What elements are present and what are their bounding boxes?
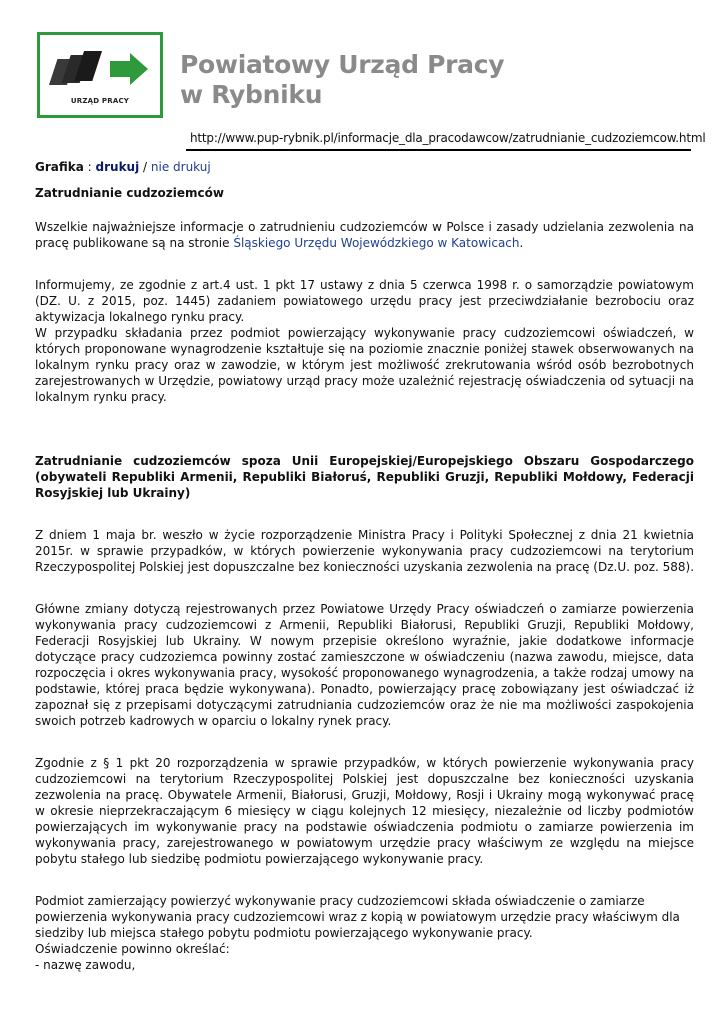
article-title: Zatrudnianie cudzoziemców bbox=[35, 186, 224, 200]
link-slaski-urzad[interactable]: Śląskiego Urzędu Wojewódzkiego w Katowicach bbox=[233, 236, 520, 250]
print-option-drukuj[interactable]: drukuj bbox=[95, 160, 140, 174]
org-name-line1: Powiatowy Urząd Pracy bbox=[180, 50, 505, 79]
organization-name bbox=[180, 50, 504, 110]
paragraph-8: Oświadczenie powinno określać: bbox=[35, 942, 230, 956]
separator: : bbox=[83, 160, 96, 174]
separator: / bbox=[139, 160, 151, 174]
header-divider bbox=[186, 149, 691, 151]
print-options-label: Grafika bbox=[35, 160, 84, 174]
paragraph-4: Z dniem 1 maja br. weszło w życie rozporządzenie Ministra Pracy i Polityki Społecznej z dnia 21 kwietnia 2015r. w sprawie przypadków, w których powierzenie wykonywania pracy cudzoziemcowi na terytorium Rzeczypospolitej Polskiej jest dopuszczalne bez konieczności uzyskania zezwolenia na pracę (Dz.U. poz. 588). bbox=[35, 528, 695, 574]
article-content bbox=[35, 159, 694, 973]
paragraph-3: W przypadku składania przez podmiot powierzający wykonywanie pracy cudzoziemcowi oświadczeń, w których proponowane wynagrodzenie kształtuje się na poziomie znacznie poniżej stawek obserwowanych na lokalnym rynku pracy oraz w zawodzie, w którym jest możliwość zrekrutowania wśród osób bezrobotnych zarejestrowanych w Urzędzie, powiatowy urząd pracy może uzależnić rejestrację oświadczenia od sytuacji na lokalnym rynku pracy. bbox=[35, 326, 694, 404]
logo bbox=[37, 32, 163, 118]
list-item: - nazwę zawodu, bbox=[35, 958, 136, 972]
paragraph-2: Informujemy, ze zgodnie z art.4 ust. 1 pkt 17 ustawy z dnia 5 czerwca 1998 r. o samorządzie powiatowym (DZ. U. z 2015, poz. 1445) zadaniem powiatowego urzędu pracy jest przeciwdziałanie bezrobociu oraz aktywizacja lokalnego rynku pracy. bbox=[35, 278, 694, 324]
paragraph-7: Podmiot zamierzający powierzyć wykonywanie pracy cudzoziemcowi składa oświadczenie o zamiarze powierzenia wykonywania pracy cudzoziemcowi wraz z kopią w powiatowym urzędzie pracy właściwym dla siedziby lub miejsca stałego pobytu podmiotu powierzającego wykonywanie pracy. bbox=[35, 894, 680, 940]
section-title: Zatrudnianie cudzoziemców spoza Unii Europejskiej/Europejskiego Obszaru Gospodarczego (obywateli Republiki Armenii, Republiki Białoruś, Republiki Gruzji, Republiki Mołdowy, Federacji Rosyjskiej lub Ukrainy) bbox=[35, 454, 694, 500]
print-options bbox=[35, 159, 694, 175]
paragraph-5: Główne zmiany dotyczą rejestrowanych przez Powiatowe Urzędy Pracy oświadczeń o zamiarze powierzenia wykonywania pracy cudzoziemcowi z Armenii, Republiki Białorusi, Republiki Gruzji, Republiki Mołdowy, Federacji Rosyjskiej lub Ukrainy. W nowym przepisie określono wyraźnie, jakie dodatkowe informacje dotyczące pracy cudzoziemca powinny zostać zamieszczone w oświadczeniu (nazwa zawodu, miejsce, data rozpoczęcia i okres wykonywania pracy, wysokość proponowanego wynagrodzenia, a także rodzaj umowy na podstawie, której praca będzie wykonywana). Ponadto, powierzający pracę zobowiązany jest oświadczać iż zapoznał się z przepisami dotyczącymi zatrudniania cudzoziemców oraz że nie ma możliwości zaspokojenia swoich potrzeb kadrowych w oparciu o lokalny rynek pracy. bbox=[35, 602, 694, 728]
paragraph-6: Zgodnie z § 1 pkt 20 rozporządzenia w sprawie przypadków, w których powierzenie wykonywania pracy cudzoziemcowi na terytorium Rzeczypospolitej Polskiej jest dopuszczalne bez konieczności uzyskania zezwolenia na pracę. Obywatele Armenii, Białorusi, Gruzji, Mołdowy, Rosji i Ukrainy mogą wykonywać pracę w okresie nieprzekraczającym 6 miesięcy w ciągu kolejnych 12 miesięcy, niezależnie od liczby podmiotów powierzających im wykonywanie pracy na podstawie oświadczenia podmiotu o zamiarze powierzenia im wykonywania pracy, zarejestrowanego w powiatowym urzędzie pracy właściwym ze względu na miejsce pobytu stałego lub siedzibę podmiotu powierzającego wykonywanie pracy. bbox=[35, 756, 694, 866]
paragraph-1 bbox=[35, 219, 694, 251]
paragraph-1-text: Wszelkie najważniejsze informacje o zatrudnieniu cudzoziemców w Polsce i zasady udzielania zezwolenia na pracę publikowane są na stronie bbox=[35, 220, 694, 250]
org-name-line2: w Rybniku bbox=[180, 80, 323, 109]
logo-text: URZĄD PRACY bbox=[70, 97, 130, 105]
paragraph-1-end: . bbox=[519, 236, 524, 250]
page-url: http://www.pup-rybnik.pl/informacje_dla_pracodawcow/zatrudnianie_cudzoziemcow.html bbox=[190, 131, 706, 145]
print-option-nie-drukuj[interactable]: nie drukuj bbox=[150, 160, 211, 174]
